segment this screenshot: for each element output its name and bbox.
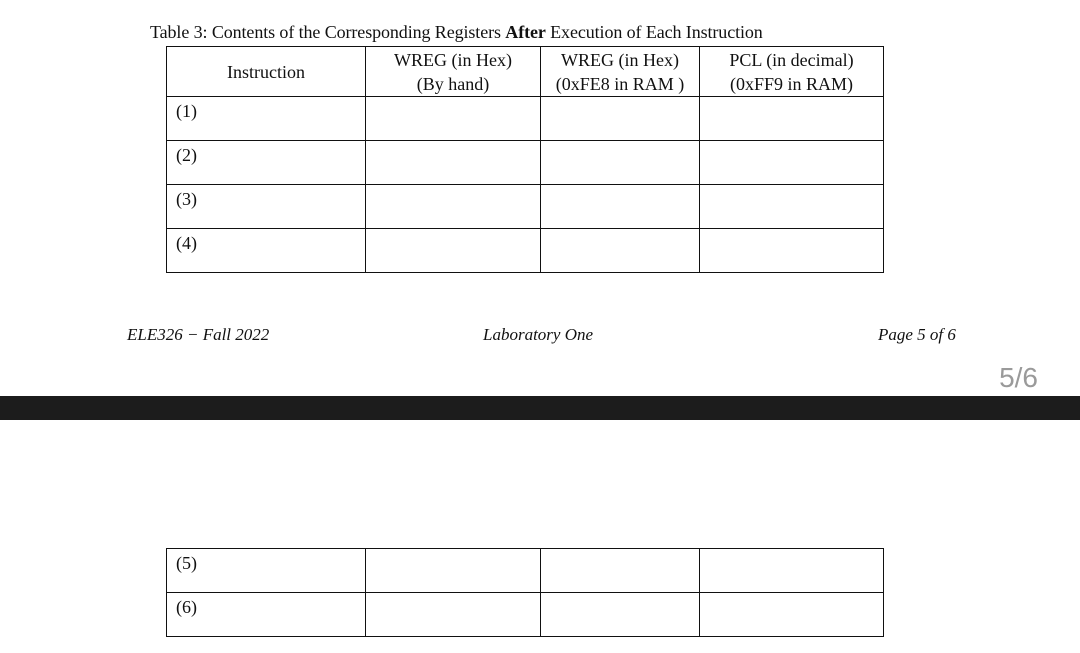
caption-suffix: Execution of Each Instruction bbox=[545, 22, 763, 42]
header-pcl-ram bbox=[700, 47, 884, 97]
page-break-divider bbox=[0, 396, 1080, 420]
header-wreg-by-hand-line2: (By hand) bbox=[416, 73, 490, 94]
register-table-page6 bbox=[166, 548, 884, 637]
table-header-row bbox=[167, 47, 884, 97]
table-cell[interactable] bbox=[366, 229, 541, 273]
table-row bbox=[167, 141, 884, 185]
header-pcl-ram-line1: PCL (in decimal) bbox=[729, 49, 854, 70]
table-cell[interactable] bbox=[366, 593, 541, 637]
table-cell[interactable] bbox=[541, 549, 700, 593]
table-cell[interactable] bbox=[541, 141, 700, 185]
table-row bbox=[167, 593, 884, 637]
header-wreg-ram-line2: (0xFE8 in RAM ) bbox=[555, 73, 685, 94]
caption-prefix: Table 3: Contents of the Corresponding Registers bbox=[150, 22, 506, 42]
table-cell[interactable] bbox=[700, 185, 884, 229]
table-cell[interactable] bbox=[541, 593, 700, 637]
row-label: (4) bbox=[167, 229, 366, 273]
header-pcl-ram-line2: (0xFF9 in RAM) bbox=[729, 73, 854, 94]
row-label: (6) bbox=[167, 593, 366, 637]
footer-page-number: Page 5 of 6 bbox=[878, 325, 956, 344]
table-cell[interactable] bbox=[700, 549, 884, 593]
table-row bbox=[167, 185, 884, 229]
table-cell[interactable] bbox=[366, 185, 541, 229]
table-cell[interactable] bbox=[366, 97, 541, 141]
row-label: (5) bbox=[167, 549, 366, 593]
header-wreg-ram-line1: WREG (in Hex) bbox=[561, 49, 679, 70]
table-row bbox=[167, 549, 884, 593]
footer-course: ELE326 − Fall 2022 bbox=[127, 325, 270, 344]
header-wreg-by-hand bbox=[366, 47, 541, 97]
table-caption bbox=[150, 22, 763, 43]
header-instruction bbox=[167, 47, 366, 97]
header-instruction-label: Instruction bbox=[227, 61, 305, 82]
register-table-page5 bbox=[166, 46, 884, 273]
row-label: (3) bbox=[167, 185, 366, 229]
table-cell[interactable] bbox=[700, 97, 884, 141]
row-label: (2) bbox=[167, 141, 366, 185]
table-cell[interactable] bbox=[366, 141, 541, 185]
viewer-page-counter: 5/6 bbox=[999, 362, 1038, 393]
footer-title: Laboratory One bbox=[483, 325, 594, 344]
table-cell[interactable] bbox=[541, 97, 700, 141]
table-row bbox=[167, 97, 884, 141]
table-row bbox=[167, 229, 884, 273]
header-wreg-by-hand-line1: WREG (in Hex) bbox=[394, 49, 512, 70]
row-label: (1) bbox=[167, 97, 366, 141]
table-cell[interactable] bbox=[366, 549, 541, 593]
table-cell[interactable] bbox=[541, 185, 700, 229]
table-cell[interactable] bbox=[700, 593, 884, 637]
table-cell[interactable] bbox=[541, 229, 700, 273]
table-cell[interactable] bbox=[700, 141, 884, 185]
caption-bold-word: After bbox=[505, 22, 546, 42]
header-wreg-ram bbox=[541, 47, 700, 97]
table-cell[interactable] bbox=[700, 229, 884, 273]
